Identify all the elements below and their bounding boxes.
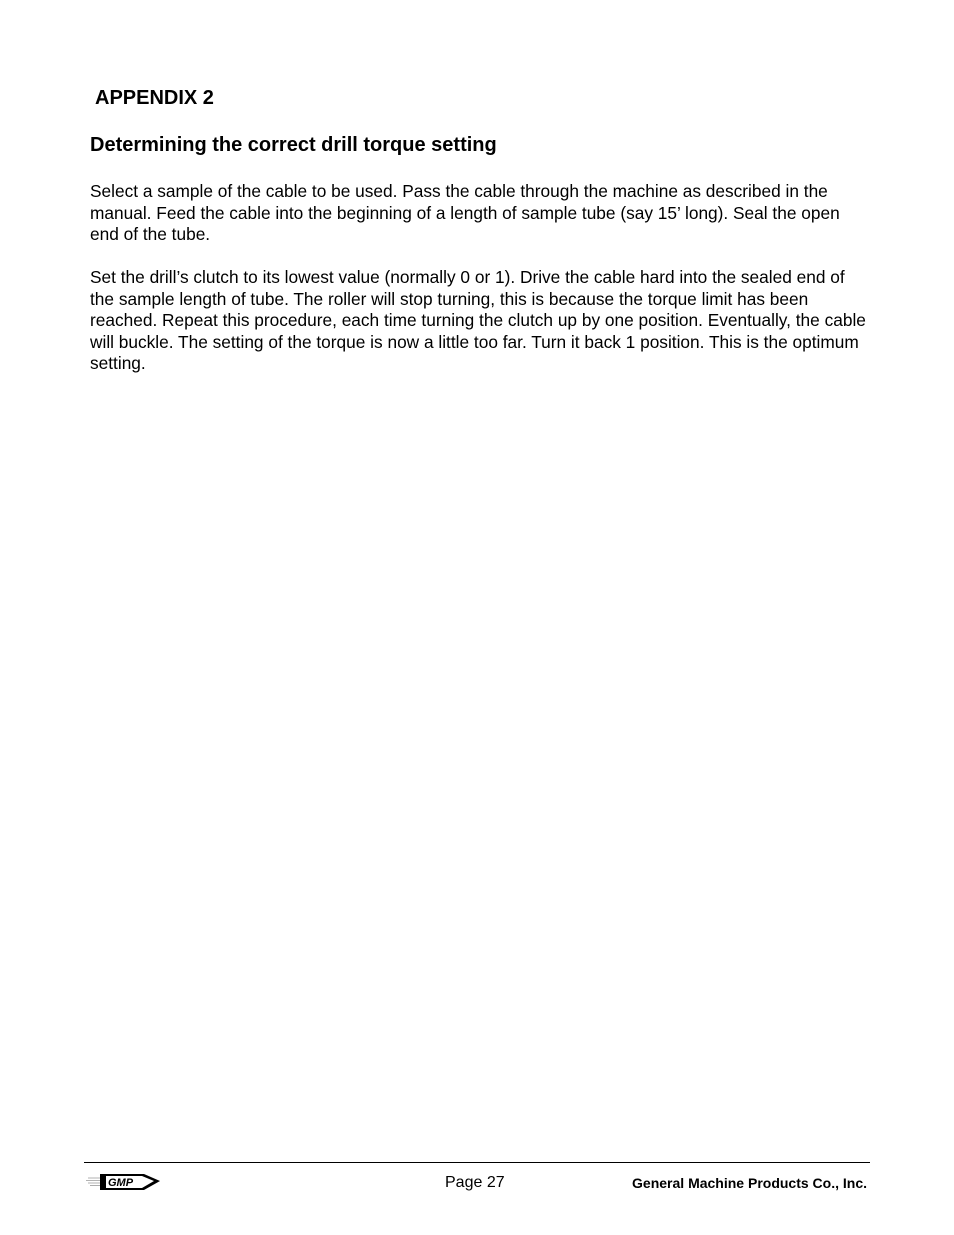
gmp-logo xyxy=(86,1171,162,1193)
page-number: Page 27 xyxy=(445,1174,505,1191)
section-title: Determining the correct drill torque setting xyxy=(90,134,497,156)
company-name: General Machine Products Co., Inc. xyxy=(632,1175,867,1191)
svg-text:GMP: GMP xyxy=(108,1177,134,1189)
footer-divider xyxy=(84,1162,870,1163)
paragraph-procedure-torque: Set the drill’s clutch to its lowest value (normally 0 or 1). Drive the cable hard into the sealed end of the sample length of tube. The roller will stop turning, this is because the torque limit has been reached. Repeat this procedure, each time turning the clutch up by one position. Eventually, the cable will buckle. The setting of the torque is now a little too far. Turn it back 1 position. This is the optimum setting. xyxy=(90,267,866,374)
paragraph-procedure-setup: Select a sample of the cable to be used. Pass the cable through the machine as described in the manual. Feed the cable into the beginning of a length of sample tube (say 15’ long). Seal the open end of the tube. xyxy=(90,181,840,245)
appendix-heading: APPENDIX 2 xyxy=(95,87,214,109)
